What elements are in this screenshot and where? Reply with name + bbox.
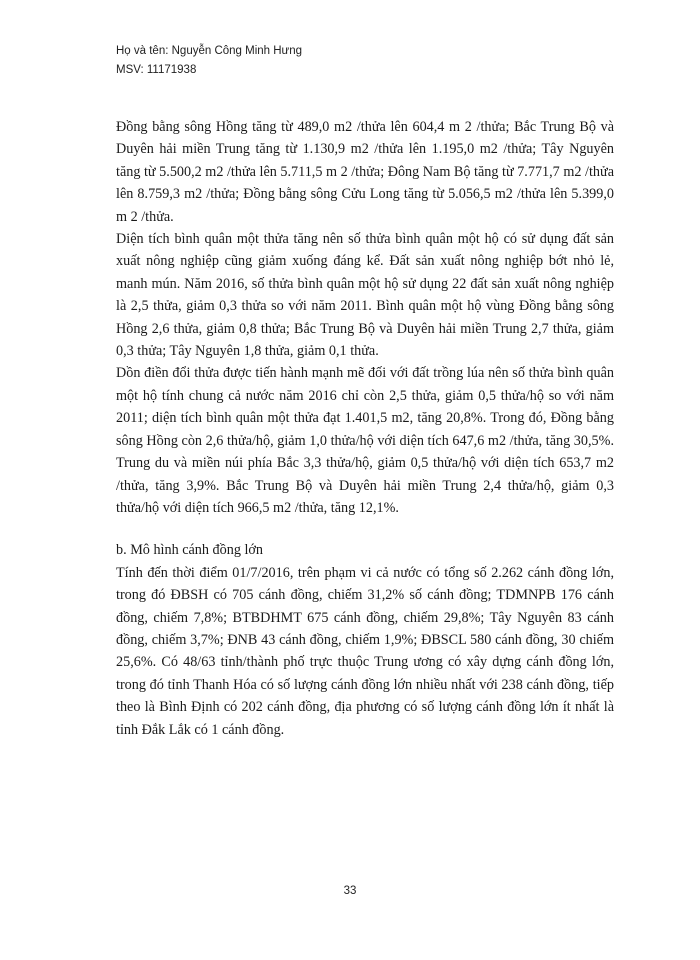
document-body [116, 116, 614, 741]
page-number: 33 [343, 885, 357, 897]
section-heading-large-fields: b. Mô hình cánh đồng lớn [116, 542, 264, 559]
page-header [116, 42, 302, 80]
paragraph-land-consolidation: Dồn điền đổi thửa được tiến hành mạnh mẽ đối với đất trồng lúa nên số thửa bình quân một hộ tính chung cả nước năm 2016 chỉ còn 2,5 thửa, giảm 0,5 thửa/hộ so với năm 2011; diện tích bình quân một thửa đạt 1.401,5 m2, tăng 20,8%. Trong đó, Đồng bằng sông Hồng còn 2,6 thửa/hộ, giảm 1,0 thửa/hộ với diện tích 647,6 m2 /thửa, tăng 30,5%. Trung du và miền núi phía Bắc 3,3 thửa/hộ, giảm 0,5 thửa/hộ với diện tích 653,7 m2 /thửa, tăng 3,9%. Bắc Trung Bộ và Duyên hải miền Trung 2,4 thửa/hộ, giảm 0,3 thửa/hộ với diện tích 966,5 m2 /thửa, tăng 12,1%. [116, 365, 614, 516]
author-name-line: Họ và tên: Nguyễn Công Minh Hưng [116, 45, 303, 57]
paragraph-area-increase: Đồng bằng sông Hồng tăng từ 489,0 m2 /thửa lên 604,4 m 2 /thửa; Bắc Trung Bộ và Duyên hải miền Trung tăng từ 1.130,9 m2 /thửa lên 1.195,0 m2 /thửa; Tây Nguyên tăng từ 5.500,2 m2 /thửa lên 5.711,5 m 2 /thửa; Đông Nam Bộ tăng từ 7.771,7 m2 /thửa lên 8.759,3 m2 /thửa; Đồng bằng sông Cửu Long tăng từ 5.056,5 m2 /thửa lên 5.399,0 m 2 /thửa. [116, 119, 614, 225]
student-id-line: MSV: 11171938 [116, 64, 197, 76]
paragraph-plots-per-household: Diện tích bình quân một thửa tăng nên số thửa bình quân một hộ có sử dụng đất sản xuất nông nghiệp cũng giảm xuống đáng kể. Đất sản xuất nông nghiệp bớt nhỏ lẻ, manh mún. Năm 2016, số thửa bình quân một hộ sử dụng 22 đất sản xuất nông nghiệp là 2,5 thửa, giảm 0,3 thửa so với năm 2011. Bình quân một hộ vùng Đồng bằng sông Hồng 2,6 thửa, giảm 0,8 thửa; Bắc Trung Bộ và Duyên hải miền Trung 2,7 thửa, giảm 0,3 thửa; Tây Nguyên 1,8 thửa, giảm 0,1 thửa. [116, 231, 614, 360]
paragraph-large-fields: Tính đến thời điểm 01/7/2016, trên phạm vi cả nước có tổng số 2.262 cánh đồng lớn, trong đó ĐBSH có 705 cánh đồng, chiếm 31,2% số cánh đồng; TDMNPB 176 cánh đồng, chiếm 7,8%; BTBDHMT 675 cánh đồng, chiếm 29,8%; Tây Nguyên 83 cánh đồng, chiếm 3,7%; ĐNB 43 cánh đồng, chiếm 1,9%; ĐBSCL 580 cánh đồng, 30 chiếm 25,6%. Có 48/63 tỉnh/thành phố trực thuộc Trung ương có xây dựng cánh đồng lớn, trong đó tỉnh Thanh Hóa có số lượng cánh đồng lớn nhiều nhất với 238 cánh đồng, tiếp theo là Bình Định có 202 cánh đồng, địa phương có số lượng cánh đồng lớn ít nhất là tỉnh Đắk Lắk có 1 cánh đồng. [116, 564, 614, 738]
